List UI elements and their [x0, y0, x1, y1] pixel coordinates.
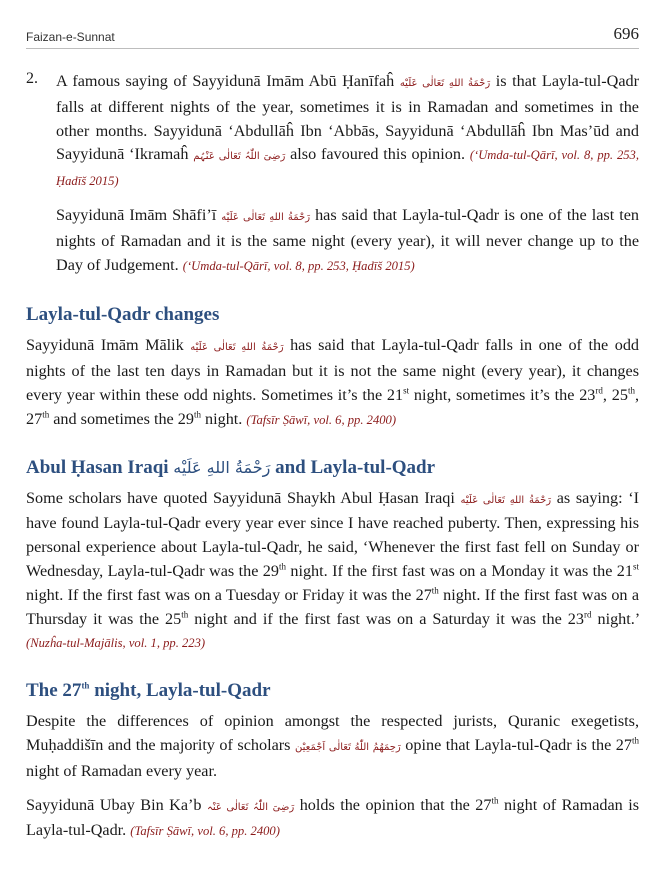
text-run: is that Layla-tul-Qadr falls at different nights of the year, sometimes it is in Ramadan and sometimes in the other months. Sayyidunā ‘Abdullāĥ Ibn ‘Abbās, Sayyidunā ‘Abdullāĥ Ibn Mas’ūd and Sayyidunā ‘Ikramaĥ — [56, 72, 640, 164]
text-run: and sometimes the 29 — [49, 409, 194, 428]
text-run: night.’ — [591, 609, 639, 628]
paragraph-6 — [26, 794, 639, 845]
text-run: has said that Layla-tul-Qadr is one of the last ten nights of Ramadan and it is the same night (every year), it will never change up to the Day of Judgement. — [56, 205, 639, 274]
heading-text: and Layla-tul-Qadr — [275, 456, 436, 478]
ordinal-suffix: th — [181, 609, 189, 620]
text-run: night of Ramadan is Layla-tul-Qadr. — [26, 795, 640, 840]
heading-text: The 27 — [26, 680, 82, 702]
text-run: Sayyidunā Imām Mālik — [26, 336, 184, 355]
paragraph-3 — [26, 334, 639, 432]
arabic-honorific: رَضِیَ اللّٰہُ تَعَالٰی عَنْہُم — [193, 151, 286, 163]
arabic-honorific: رَضِیَ اللّٰہُ تَعَالٰی عَنْہ — [206, 801, 295, 813]
heading-text: Abul Ḥasan Iraqi — [26, 456, 169, 478]
text-run: night, sometimes it’s the 23 — [409, 385, 596, 404]
reference: (‘Umda-tul-Qārī, vol. 8, pp. 253, Ḥadīš 2015) — [56, 148, 640, 189]
ordinal-suffix: rd — [595, 385, 603, 396]
text-run: A famous saying of Sayyidunā Imām Abū Ḥanīfaĥ — [56, 72, 395, 90]
text-run: also favoured this opinion. — [290, 145, 466, 164]
numbered-item — [26, 70, 639, 194]
ordinal-suffix: th — [81, 680, 90, 691]
page-content — [26, 70, 639, 844]
reference: (Tafsīr Ṣāwī, vol. 6, pp. 2400) — [130, 824, 280, 839]
reference: (Nuzĥa-tul-Majālis, vol. 1, pp. 223) — [26, 636, 206, 651]
text-run: night. If the first fast was on a Tuesday or Friday it was the 27 — [26, 585, 432, 604]
arabic-honorific: رَحْمَةُ اللهِ تَعَالٰی عَلَیْه — [190, 342, 284, 354]
text-run: as saying: ‘I have found Layla-tul-Qadr every year ever since I have reached puberty. Then, expressing his personal experience about Layla-tul-Qadr, he said, ‘Whenever the first fast fell on Sunday or Wednesday, Layla-tul-Qadr was the 29 — [26, 488, 639, 580]
text-run: Despite the differences of opinion amongst the respected jurists, Quranic exegetists, Muḥaddišīn and the majority of scholars — [26, 712, 639, 754]
text-run: has said that Layla-tul-Qadr falls in one of the odd nights of the last ten days in Ramadan but it is not the same night (every year), it changes every year within these odd nights. Sometimes it’s the 21 — [26, 336, 640, 404]
paragraph-4 — [26, 487, 639, 657]
paragraph-5 — [26, 710, 639, 783]
text-run: Sayyidunā Imām Shāfi’ī — [56, 205, 217, 224]
text-run: night of Ramadan every year. — [26, 761, 218, 780]
ordinal-suffix: rd — [584, 609, 592, 620]
section-heading — [26, 455, 639, 481]
arabic-honorific: رَحْمَةُ اللهِ تَعَالٰی عَلَیْه — [460, 494, 552, 506]
text-run: , 27 — [26, 385, 639, 428]
text-run: night and if the first fast was on a Saturday it was the 23 — [188, 609, 584, 628]
reference: (‘Umda-tul-Qārī, vol. 8, pp. 253, Ḥadīš 2015) — [182, 258, 415, 273]
section-heading — [26, 678, 639, 704]
ordinal-suffix: th — [627, 385, 635, 396]
heading-text: night, Layla-tul-Qadr — [89, 680, 271, 702]
text-run: holds the opinion that the 27 — [299, 795, 492, 814]
ordinal-suffix: th — [278, 561, 286, 572]
text-run: Some scholars have quoted Sayyidunā Shaykh Abul Ḥasan Iraqi — [26, 488, 455, 507]
paragraph-1 — [56, 70, 639, 194]
text-run: opine that Layla-tul-Qadr is the 27 — [405, 735, 632, 754]
arabic-honorific: رَحْمَةُ اللهِ تَعَالٰی عَلَیْه — [221, 211, 311, 223]
ordinal-suffix: st — [403, 385, 410, 396]
page-header — [26, 22, 639, 49]
ordinal-suffix: th — [491, 795, 499, 806]
text-run: Sayyidunā Ubay Bin Ka’b — [26, 795, 202, 814]
reference: (Tafsīr Ṣāwī, vol. 6, pp. 2400) — [246, 412, 397, 427]
text-run: , 25 — [602, 385, 628, 404]
ordinal-suffix: th — [193, 409, 201, 420]
arabic-honorific: رَحْمَةُ اللهِ تَعَالٰی عَلَیْه — [399, 78, 491, 89]
ordinal-suffix: st — [632, 561, 639, 572]
ordinal-suffix: th — [42, 409, 50, 420]
page-number: 696 — [613, 24, 639, 43]
ordinal-suffix: th — [632, 735, 640, 746]
paragraph-2 — [56, 204, 639, 278]
book-title: Faizan-e-Sunnat — [26, 30, 115, 44]
item-number: 2. — [26, 70, 38, 87]
ordinal-suffix: th — [431, 585, 439, 596]
text-run: night. If the first fast was on a Monday it was the 21 — [285, 561, 633, 580]
arabic-honorific: رَحِمَهُمُ اللّٰهُ تَعَالٰی اَجْمَعِیْن — [295, 741, 401, 753]
section-heading: Layla-tul-Qadr changes — [26, 304, 220, 326]
text-run: night. — [200, 409, 243, 428]
arabic-honorific: رَحْمَةُ اللهِ عَلَيْه — [173, 457, 271, 477]
text-run: night. If the first fast was on a Thursday it was the 25 — [26, 585, 640, 628]
